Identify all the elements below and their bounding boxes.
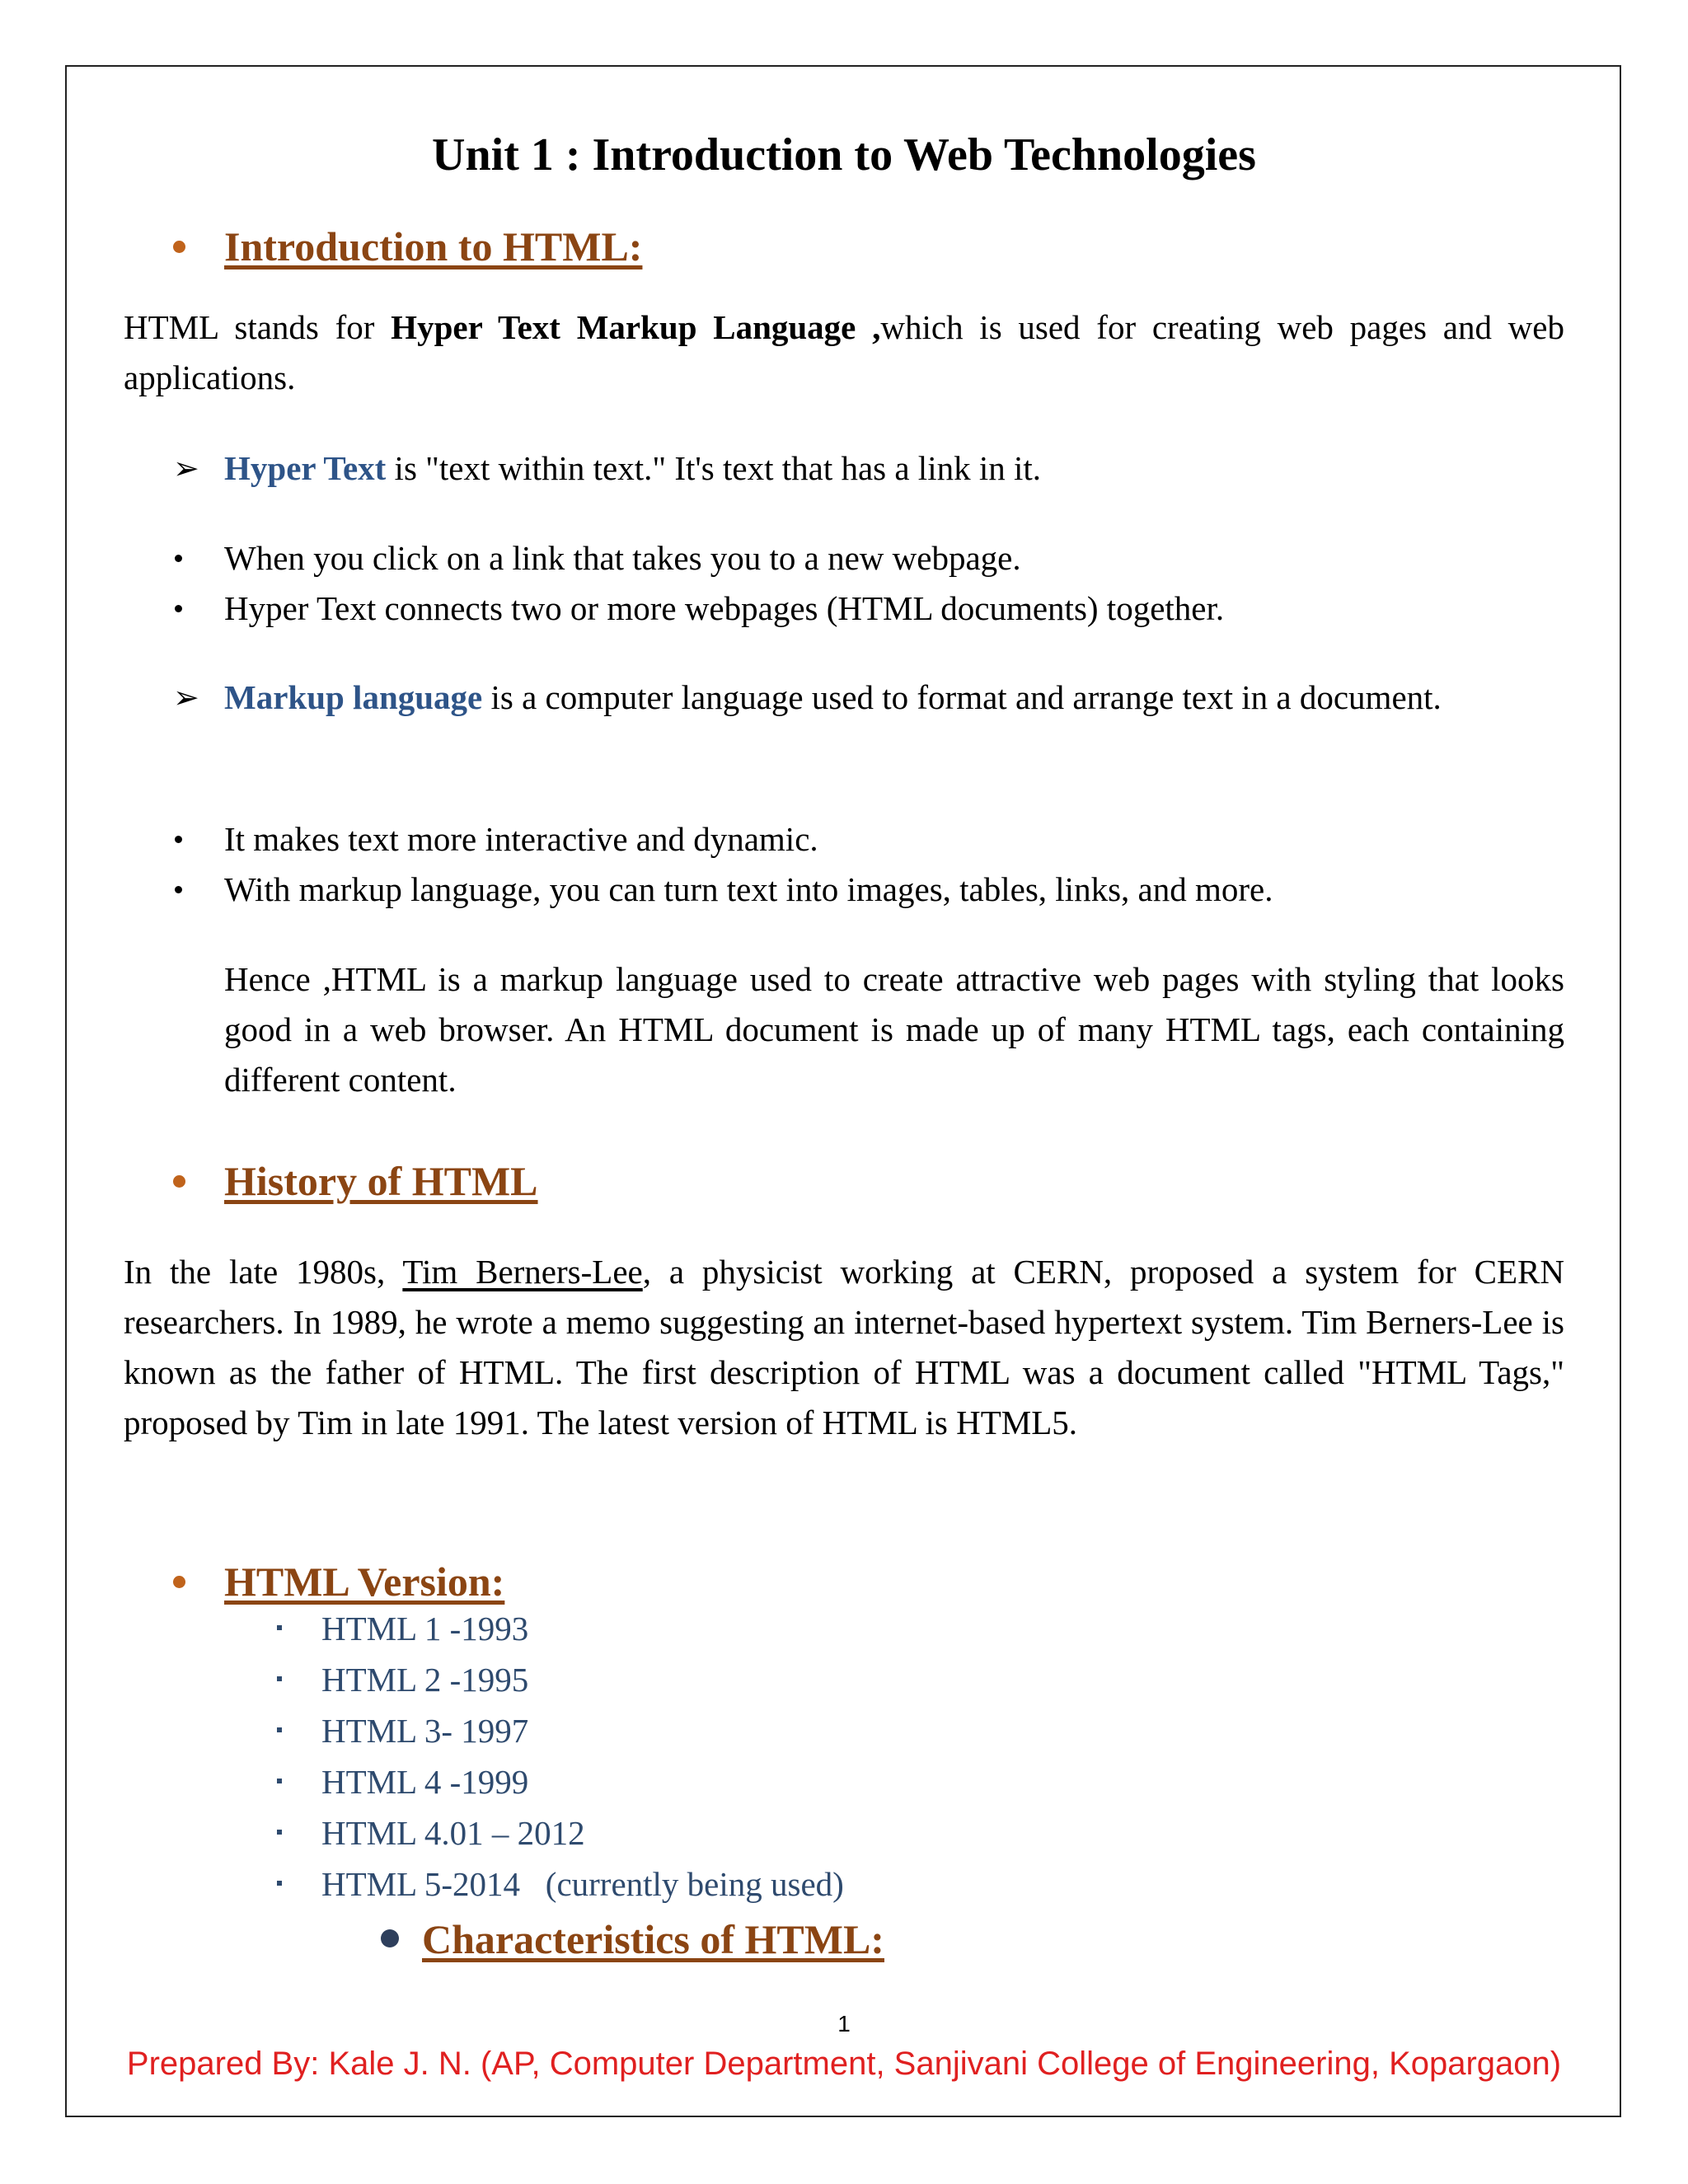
list-item: Hyper Text connects two or more webpages (HTML documents) together. [224, 583, 1564, 634]
bullet-dot-icon [175, 605, 182, 612]
bullet-dot-icon [173, 1175, 185, 1188]
page-title: Unit 1 : Introduction to Web Technologies [432, 129, 1256, 180]
version-item: HTML 4.01 – 2012 [321, 1808, 585, 1858]
footer-prepared-by: Prepared By: Kale J. N. (AP, Computer Department, Sanjivani College of Engineering, Kopargaon) [126, 2046, 1562, 2082]
section-heading-characteristics [422, 1910, 884, 1968]
bullet-dot-icon [175, 886, 182, 893]
list-item: It makes text more interactive and dynamic. [224, 814, 1564, 865]
square-bullet-icon [277, 1881, 282, 1886]
bullet-dot-icon [381, 1929, 399, 1947]
version-item: HTML 3- 1997 [321, 1706, 528, 1756]
version-item: HTML 2 -1995 [321, 1655, 528, 1705]
list-item: When you click on a link that takes you to a new webpage. [224, 533, 1564, 583]
version-item: HTML 1 -1993 [321, 1604, 528, 1654]
hypertext-definition: ➢ Hyper Text is "text within text." It's text that has a link in it. [224, 443, 1564, 494]
intro-paragraph: HTML stands for Hyper Text Markup Language ,which is used for creating web pages and web applications. [124, 308, 1564, 396]
version-item: HTML 5-2014 (currently being used) [321, 1859, 844, 1910]
version-item: HTML 4 -1999 [321, 1757, 528, 1807]
list-item: With markup language, you can turn text into images, tables, links, and more. [224, 865, 1564, 915]
markup-definition: ➢ Markup language is a computer language used to format and arrange text in a document. [224, 673, 1564, 723]
bullet-dot-icon [175, 555, 182, 562]
arrow-bullet-icon: ➢ [173, 679, 199, 715]
square-bullet-icon [277, 1779, 282, 1783]
square-bullet-icon [277, 1830, 282, 1835]
arrow-bullet-icon: ➢ [173, 450, 199, 486]
history-paragraph: In the late 1980s, Tim Berners-Lee, a physicist working at CERN, proposed a system for CERN researchers. In 1989, he wrote a memo suggesting an internet-based hypertext system. Tim Berners-Lee is known as the father of HTML. The first description of HTML was a document called "HTML Tags," proposed by Tim in late 1991. The latest version of HTML is HTML5. [124, 1253, 1565, 1441]
tim-berners-lee-name: Tim Berners-Lee [402, 1253, 643, 1291]
bullet-dot-icon [173, 241, 185, 253]
section-heading-versions [224, 1553, 504, 1610]
bullet-dot-icon [175, 836, 182, 843]
square-bullet-icon [277, 1625, 282, 1630]
page-number: 1 [837, 2011, 851, 2036]
section-heading-introduction [224, 218, 642, 275]
section-heading-text: History of HTML [224, 1158, 538, 1204]
square-bullet-icon [277, 1676, 282, 1681]
hence-paragraph: Hence ,HTML is a markup language used to create attractive web pages with styling that looks good in a web browser. An HTML document is made up of many HTML tags, each containing different content. [224, 960, 1564, 1099]
section-heading-text: Introduction to HTML: [224, 223, 643, 269]
section-heading-text: Characteristics of HTML: [422, 1916, 884, 1962]
bullet-dot-icon [173, 1576, 185, 1588]
square-bullet-icon [277, 1727, 282, 1732]
section-heading-history [224, 1152, 538, 1210]
section-heading-text: HTML Version: [224, 1558, 505, 1605]
